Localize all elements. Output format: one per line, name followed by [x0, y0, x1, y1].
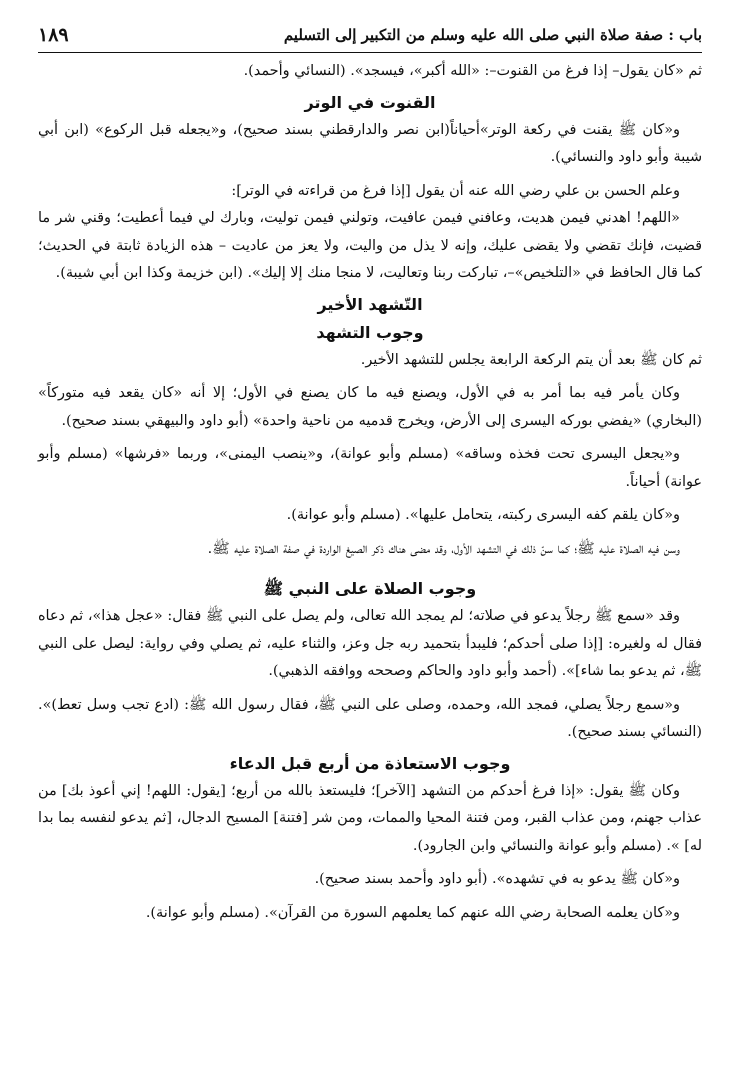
section-heading: التّشهد الأخير	[317, 294, 423, 314]
header-rule	[38, 52, 702, 53]
paragraph: وسن فيه الصلاة عليه ﷺ؛ كما سنّ ذلك في التشهد الأول، وقد مضى هناك ذكر الصيغ الواردة في صفة الصلاة عليه ﷺ.	[207, 540, 680, 557]
paragraph: و«كان ﷺ يدعو به في تشهده». (أبو داود وأحمد بسند صحيح).	[314, 871, 680, 887]
paragraph: و«يجعل اليسرى تحت فخذه وساقه» (مسلم وأبو عوانة)، و«ينصب اليمنى»، وربما «فرشها» (مسلم وأبو عوانة) أحياناً.	[38, 446, 702, 490]
page-number: ١٨٩	[38, 24, 69, 46]
paragraph: وقد «سمع ﷺ رجلاً يدعو في صلاته؛ لم يمجد الله تعالى، ولم يصل على النبي ﷺ فقال: «عجل هذا»، ثم دعاه فقال له ولغيره: [إذا صلى أحدكم؛ فليبدأ بتحميد ربه جل وعز، والثناء عليه، ثم يصلي وفي رواية: ليصل على النبي ﷺ، ثم يدعو بما شاء]». (أحمد وأبو داود والحاكم وصححه ووافقه الذهبي).	[38, 608, 702, 679]
page-header	[38, 22, 702, 50]
paragraph: وكان يأمر فيه بما أمر به في الأول، ويصنع فيه ما كان يصنع في الأول؛ إلا أنه «كان يقعد فيه متوركاً» (البخاري) «يفضي بوركه اليسرى إلى الأرض، ويخرج قدميه من ناحية واحدة» (أبو داود والبيهقي بسند صحيح).	[38, 385, 702, 429]
paragraph: و«كان يعلمه الصحابة رضي الله عنهم كما يعلمهم السورة من القرآن». (مسلم وأبو عوانة).	[145, 904, 680, 921]
paragraph: و«كان ﷺ يقنت في ركعة الوتر»أحياناً(ابن نصر والدارقطني بسند صحيح)، و«يجعله قبل الركوع» (ابن أبي شيبة وأبو داود والنسائي).	[38, 121, 702, 165]
chapter-title: باب : صفة صلاة النبي صلى الله عليه وسلم من التكبير إلى التسليم	[283, 26, 702, 44]
section-heading: وجوب الصلاة على النبي ﷺ	[263, 579, 477, 598]
paragraph: ثم «كان يقول– إذا فرغ من القنوت–: «الله أكبر»، فيسجد». (النسائي وأحمد).	[243, 63, 702, 79]
paragraph: و«سمع رجلاً يصلي، فمجد الله، وحمده، وصلى على النبي ﷺ، فقال رسول الله ﷺ: (ادع تجب وسل تعط)». (النسائي بسند صحيح).	[38, 696, 702, 740]
paragraph: «اللهم! اهدني فيمن هديت، وعافني فيمن عافيت، وتولني فيمن توليت، وبارك لي فيما أعطيت؛ وقني شر ما قضيت، فإنك تقضي ولا يقضى عليك، وإنه لا يذل من واليت، ولا يعز من عاديت – هذه الزيادة ثابتة في الحديث؛ كما قال الحافظ في «التلخيص»–، تباركت ربنا وتعاليت، لا منجا منك إلا إليك». (ابن خزيمة وكذا ابن أبي شيبة).	[38, 210, 702, 281]
section-heading: وجوب الاستعاذة من أربع قبل الدعاء	[229, 753, 511, 773]
paragraph: ثم كان ﷺ بعد أن يتم الركعة الرابعة يجلس للتشهد الأخير.	[360, 351, 702, 368]
paragraph: وعلم الحسن بن علي رضي الله عنه أن يقول [إذا فرغ من قراءته في الوتر]:	[231, 182, 680, 199]
paragraph: و«كان يلقم كفه اليسرى ركبته، يتحامل عليها». (مسلم وأبو عوانة).	[286, 507, 680, 523]
section-heading: وجوب التشهد	[316, 322, 424, 342]
paragraph: وكان ﷺ يقول: «إذا فرغ أحدكم من التشهد [الآخر]؛ فليستعذ بالله من أربع؛ [يقول: اللهم! إني أعوذ بك] من عذاب جهنم، ومن عذاب القبر، ومن فتنة المحيا والممات، ومن شر [فتنة] المسيح الدجال، [ثم يدعو لنفسه بما بدا له] ». (مسلم وأبو عوانة والنسائي وابن الجارود).	[38, 782, 702, 854]
section-heading: القنوت في الوتر	[304, 92, 436, 112]
